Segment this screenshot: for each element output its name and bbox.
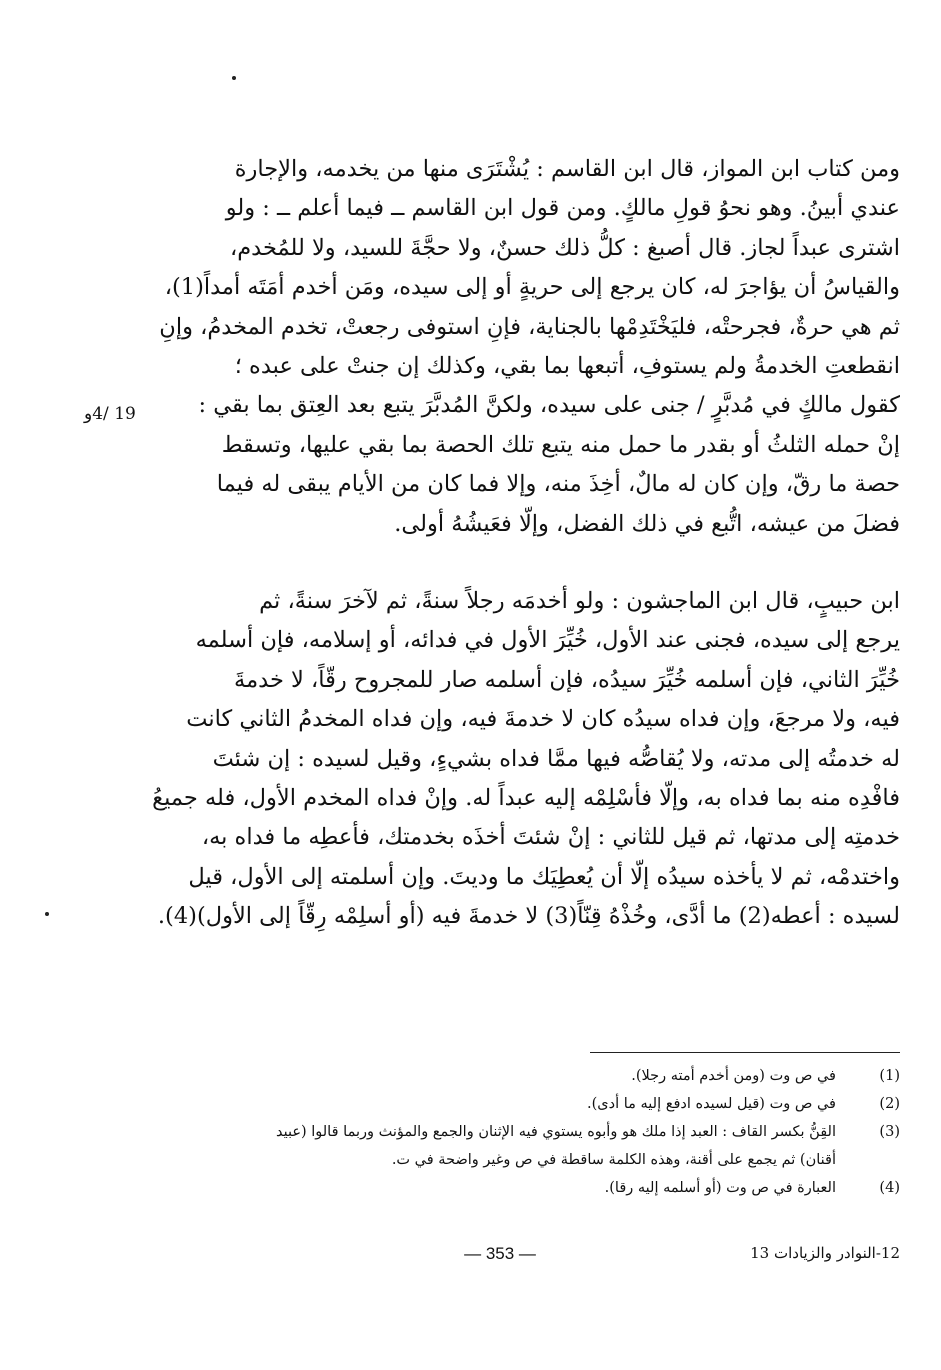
text-line: فضلَ من عيشه، اتُّبع في ذلك الفضل، وإلّا فعَيشُهُ أولى. [394, 510, 900, 537]
footnote-number: (4) [879, 1180, 900, 1196]
footnote-number: (3) [879, 1124, 900, 1140]
footnote-text: العبارة في ص وت (أو أسلمه إليه رقا). [604, 1180, 836, 1196]
text-line: يرجع إلى سيده، فجنى عند الأول، خُيِّرَ الأول في فدائه، أو إسلامه، فإن أسلمه [195, 627, 900, 654]
text-line: حصة ما رقّ، وإن كان له مالٌ، أخِذَ منه، وإلا فما كان من الأيام يبقى له فيما [216, 471, 900, 498]
footnote-text: في ص وت (ومن أخدم أمته رجلا). [631, 1068, 836, 1084]
scan-speck [45, 912, 49, 916]
scan-speck [232, 76, 236, 80]
page-number: — 353 — [464, 1244, 536, 1263]
text-line: ثم هي حرةٌ، فجرحتْه، فليَخْتَدِمْها بالجناية، فإنِ استوفى رجعتْ، تخدم المخدمُ، وإنِ [159, 313, 900, 340]
text-line: فيه، ولا مرجعَ، وإن فداه سيدُه كان لا خدمةَ فيه، وإن فداه المخدمُ الثاني كانت [186, 706, 900, 733]
footnote-separator [590, 1052, 900, 1053]
text-line: فافْدِه منه بما فداه به، وإلّا فأسْلِمْه إليه عبداً له. وإنْ فداه المخدم الأول، فله جميعُ [152, 785, 900, 812]
text-line: إنْ حمله الثلثُ أو بقدر ما حمل منه يتبع تلك الحصة بما بقي عليها، وتسقط [221, 431, 900, 458]
text-line: والقياسُ أن يؤاجرَ له، كان يرجع إلى حريةٍ أو إلى سيده، ومَن أخدم أمَتَه أمداً(1)، [164, 274, 900, 301]
text-line: خدمتِه إلى مدتها، ثم قيل للثاني : إنْ شئتَ أخذَه بخدمتك، فأعطِه ما فداه به، [201, 824, 900, 851]
footnote-number: (1) [879, 1068, 900, 1084]
running-footer: 12-النوادر والزيادات 13 [750, 1244, 900, 1262]
text-line: عندي أبينُ. وهو نحوُ قولِ مالكٍ. ومن قول ابن القاسم ــ فيما أعلم ــ : ولو [225, 195, 900, 222]
text-line: كقول مالكٍ في مُدبَّرٍ / جنى على سيده، ولكنَّ المُدبَّرَ يتبع بعد العِتق بما بقي : [198, 392, 900, 419]
manuscript-folio-note: 19 /4و [84, 404, 136, 424]
text-line: لسيده : أعطه(2) ما أدَّى، وخُذْهُ قِنّاً(3) لا خدمةَ فيه (أو أسلِمْه رِقّاً إلى الأول)(4). [157, 903, 900, 930]
paragraph-2 [152, 582, 900, 937]
footnote-2 [160, 1090, 900, 1118]
footnotes [160, 1062, 900, 1202]
footnote-4 [160, 1174, 900, 1202]
text-line: اشترى عبداً لجاز. قال أصبغ : كلُّ ذلك حسنٌ، ولا حجَّةَ للسيد، ولا للمُخدم، [229, 234, 900, 261]
paragraph-1 [160, 150, 900, 544]
footnote-1 [160, 1062, 900, 1090]
footnote-text: في ص وت (قيل لسيده ادفع إليه ما أدى). [587, 1096, 836, 1112]
text-line: واختدمْه، ثم لا يأخذه سيدُه إلّا أن يُعطِيَك ما وديتَ. وإن أسلمته إلى الأول، قيل [188, 863, 900, 890]
text-line: ومن كتاب ابن المواز، قال ابن القاسم : يُشْتَرَى منها من يخدمه، والإجارة [234, 156, 900, 182]
text-line: ابن حبيبٍ، قال ابن الماجشون : ولو أخدمَه رجلاً سنةً، ثم لآخرَ سنةً، ثم [259, 588, 900, 614]
footnote-text: القِنُّ بكسر القاف : العبد إذا ملك هو وأبوه يستوي فيه الإثنان والجمع والمؤنث وربما قالوا (عبيد [275, 1124, 836, 1140]
footnote-number: (2) [879, 1096, 900, 1112]
text-line: انقطعتِ الخدمةُ ولم يستوفِ، أتبعها بما بقي، وكذلك إن جنتْ على عبده ؛ [234, 353, 900, 380]
text-line: خُيِّرَ الثاني، فإن أسلمه خُيِّرَ سيدُه، فإن أسلمه صار للمجروح رقّاً، لا خدمةَ [234, 666, 900, 693]
footnote-3-continuation: أقنان) ثم يجمع على أقنة، وهذه الكلمة ساقطة في ص وغير واضحة في ت. [391, 1152, 836, 1168]
footnote-3 [160, 1118, 900, 1146]
text-line: له خدمتُه إلى مدته، ولا يُقاصُّه فيها ممَّا فداه بشيءٍ، وقيل لسيده : إن شئتَ [212, 745, 900, 772]
